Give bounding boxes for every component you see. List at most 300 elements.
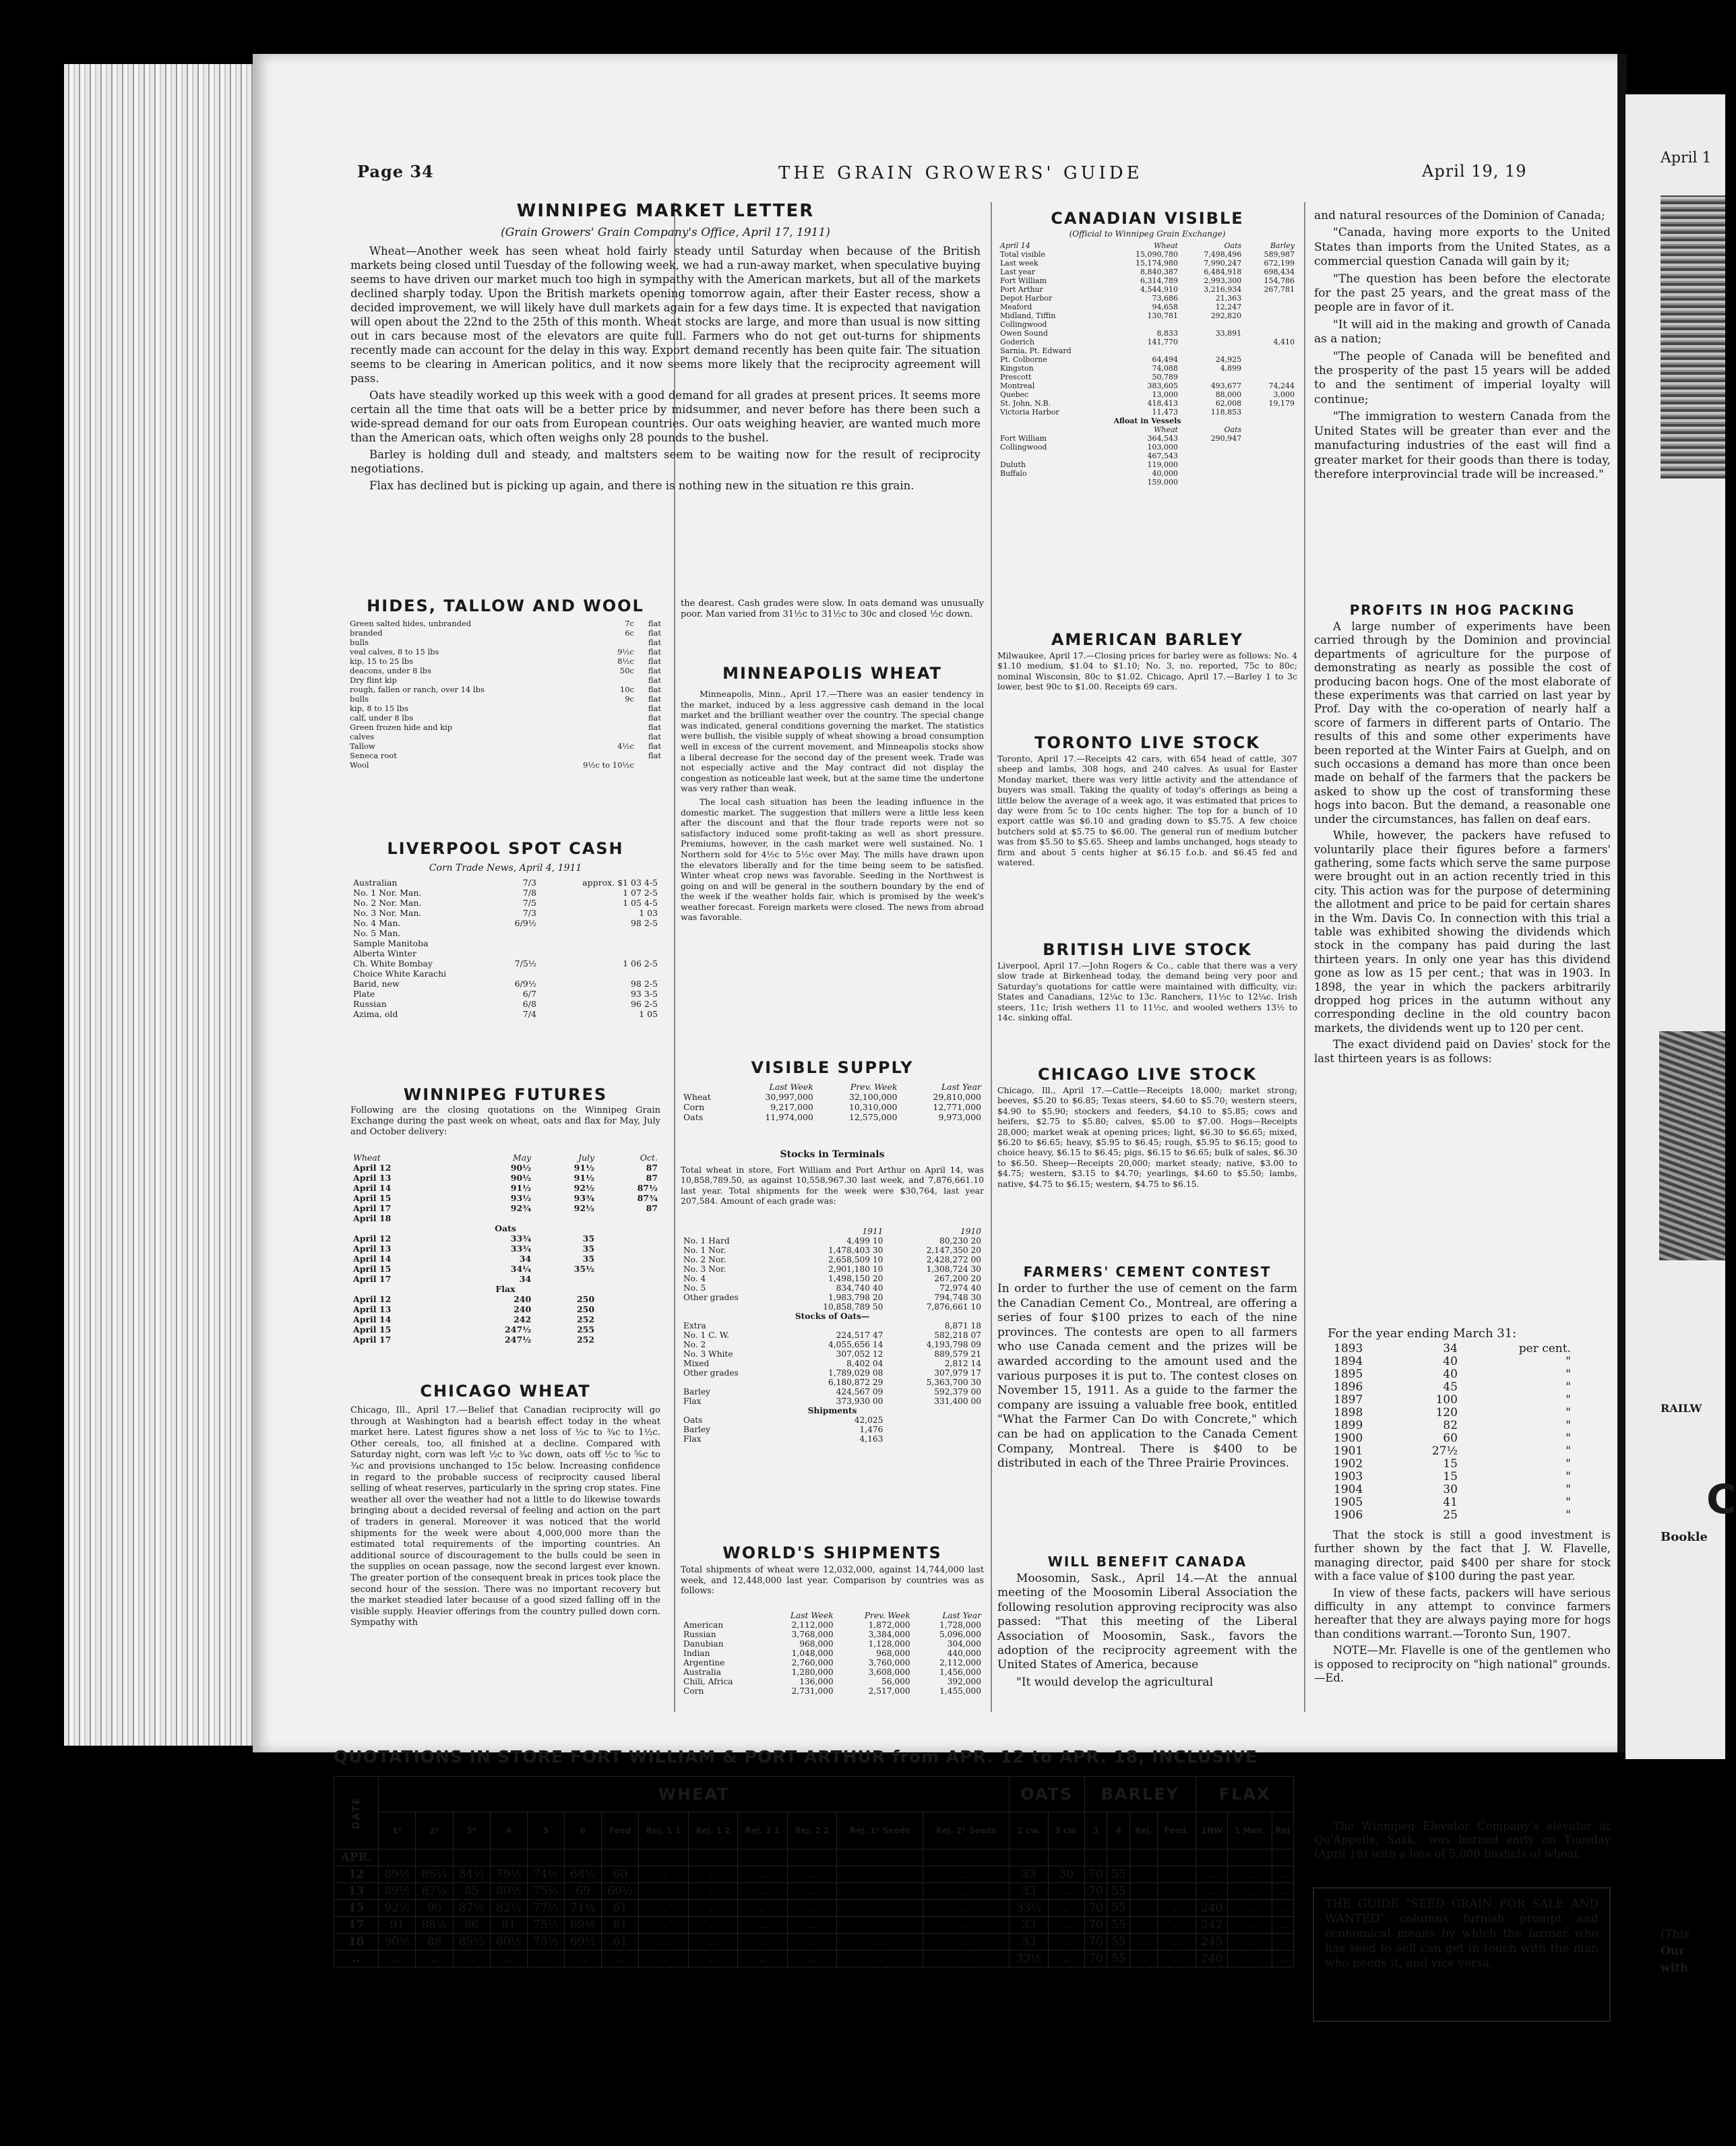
table-row [350, 1009, 660, 1019]
table-cell: 2,658,509 10 [828, 1255, 884, 1264]
table-cell: No. 1 Hard [683, 1236, 730, 1246]
facing-ours: Our [1661, 1944, 1685, 1958]
page-number: Page 34 [357, 162, 434, 181]
table-cell: 60 [602, 1866, 639, 1883]
table-cell: 98 2-5 [630, 979, 658, 989]
table-cell: 91½ [574, 1173, 595, 1183]
table-row [350, 1294, 660, 1304]
table-cell: .. [1157, 1883, 1196, 1900]
table-cell [779, 1321, 886, 1330]
seed-grain-text: THE GUIDE "SEED GRAIN FOR SALE AND WANTED" columns furnish prompt and economical means by which the farmer who has seed to sell can get in touch with the man who needs it, and vice versa. [1325, 1897, 1599, 1970]
table-cell: .. [1272, 1934, 1294, 1951]
table-cell: .. [639, 1866, 688, 1883]
table-cell: 33½ [1009, 1900, 1048, 1917]
table-row [997, 364, 1297, 373]
table-cell [1196, 1849, 1228, 1866]
toronto-body: Toronto, April 17.—Receipts 42 cars, with 654 head of cattle, 307 sheep and lambs, 308 hogs, and 240 calves. As usual for Easter Monday market, there was very little activity and the attendance of buyers was small. Taking the quality of today's offerings as being a little below the average of a week ago, it was estimated that prices to day were from 5c to 10c cents higher. The top for a bunch of 10 export cattle was $6.10 and grading down to $5.75. A few choice butchers sold at $5.75 to $6.00. The general run of medium butcher was from $5.50 to $5.65. Sheep and lambs unchanged, hogs steady to firm and about 5 cents higher at $6.15 f.o.b. and $6.45 fed and watered. [997, 754, 1297, 868]
table-cell: 9½c [617, 647, 634, 656]
table-cell: 70 [1084, 1900, 1107, 1917]
table-cell: 87½ [416, 1883, 453, 1900]
table-cell: 90 [416, 1900, 453, 1917]
table-cell: 4,055,656 14 [828, 1340, 884, 1349]
table-cell: 1906 [1334, 1508, 1363, 1522]
table-cell: 4,899 [1220, 364, 1242, 373]
table-cell: .. [490, 1951, 527, 1967]
paragraph: Flax has declined but is picking up again, and there is nothing new in the situation re this grain. [369, 479, 914, 492]
table-cell: " [1566, 1444, 1571, 1458]
table-cell: No. 5 Man. [353, 928, 401, 938]
table-cell: 82 [1443, 1419, 1458, 1432]
table-cell: 103,000 [1147, 443, 1178, 452]
table-row [681, 1387, 984, 1397]
paragraph: Wheat—Another week has seen wheat hold fairly steady until Saturday when because of the British markets being closed until Tuesday of the following week, we had a run-away market, when speculative buying seems to have driven our market much too high in sympathy with the American markets, but all of the markets declined sharply today. Upon the British markets opening tomorrow again, after their Easter recess, show a decided improvement, we will likely have dull markets again for a few days time. It is expected that navigation will open about the 22nd to the 25th of this month. Wheat stocks are large, and more than usual is now sitting out in cars because most of the elevators are quite full. Farmers who do not get out-turns for shipments recently made can account for the delay in this way. Export demand recently has been quite fair. The situation seems to be clearing in American politics, and it now seems more likely that the reciprocity agreement will pass. [350, 245, 981, 385]
table-cell: 589,987 [1264, 250, 1295, 259]
table-cell: 1898 [1334, 1406, 1363, 1419]
table-row [350, 1203, 660, 1213]
facing-bookle: Bookle [1661, 1530, 1708, 1544]
table-cell: No. 1 Nor. [683, 1246, 726, 1255]
table-cell: St. John, N.B. [1000, 399, 1051, 408]
futures-table [350, 1153, 660, 1345]
elevator-fire-note [1314, 1820, 1611, 1864]
table-cell: 33½ [1009, 1951, 1048, 1967]
table-cell: 85½ [453, 1934, 490, 1951]
table-row [347, 723, 664, 732]
table-cell [553, 751, 637, 760]
table-cell: .. [1130, 1883, 1158, 1900]
table-cell: branded [350, 628, 383, 638]
table-cell: 75½ [527, 1917, 564, 1934]
benefit-body [997, 1572, 1297, 1692]
table-cell: 364,543 [1147, 434, 1178, 443]
table-cell: 90½ [510, 1173, 532, 1183]
table-cell: .. [923, 1900, 1010, 1917]
table-cell: flat [648, 638, 661, 647]
column-header: Oats [1224, 241, 1242, 250]
table-cell: bulls [350, 638, 369, 647]
table-cell [1244, 373, 1297, 381]
table-cell [1244, 346, 1297, 355]
hides-title: HIDES, TALLOW AND WOOL [367, 596, 644, 615]
table-cell: .. [379, 1951, 416, 1967]
group-header: FLAX [1196, 1777, 1294, 1812]
table-row [681, 1686, 984, 1696]
column-header: May [512, 1153, 532, 1163]
table-row [334, 1934, 1294, 1951]
table-cell: No. 2 Nor. [683, 1255, 726, 1264]
table-row [997, 443, 1297, 452]
group-header: WHEAT [379, 1777, 1010, 1812]
table-cell: .. [837, 1917, 923, 1934]
column-header [681, 1227, 779, 1236]
table-cell: .. [1130, 1917, 1158, 1934]
table-row [347, 666, 664, 675]
table-cell: calves [350, 732, 375, 741]
table-header-row [334, 1812, 1294, 1849]
table-cell: 64,494 [1152, 355, 1178, 364]
table-cell: 77½ [527, 1900, 564, 1917]
table-cell [1244, 408, 1297, 417]
table-cell: 34¼ [510, 1264, 532, 1274]
table-cell: 6,180,872 29 [828, 1378, 884, 1387]
table-row [997, 390, 1297, 399]
table-row [334, 1951, 1294, 1967]
quotations-title: QUOTATIONS IN STORE FORT WILLIAM & PORT ARTHUR from APR. 12 to APR. 18, INCLUSIVE [334, 1747, 1258, 1767]
table-cell: .. [527, 1951, 564, 1967]
table-cell: Corn [683, 1102, 705, 1112]
table-cell: 255 [576, 1324, 595, 1335]
paragraph: "It would develop the agricultural [1016, 1675, 1214, 1689]
facing-page-illustration [1661, 195, 1725, 479]
table-cell: 698,434 [1264, 268, 1295, 276]
table-cell: 84½ [453, 1866, 490, 1883]
column-header: Rej. 1 1 [639, 1812, 688, 1849]
table-row [350, 1314, 660, 1324]
table-cell: Australian [353, 878, 398, 888]
table-row [350, 1254, 660, 1264]
table-cell: .. [837, 1951, 923, 1967]
table-cell [1107, 1849, 1130, 1866]
table-cell: 45 [1443, 1380, 1458, 1394]
table-cell: .. [1130, 1900, 1158, 1917]
table-row [350, 888, 660, 898]
column-header [997, 425, 1110, 434]
table-cell [416, 1849, 453, 1866]
table-cell: 42,025 [854, 1415, 884, 1425]
table-cell: 19,179 [1268, 399, 1295, 408]
table-cell: 91 [379, 1917, 416, 1934]
table-cell: 794,748 30 [934, 1293, 981, 1302]
table-row [347, 751, 664, 760]
table-cell: 1895 [1334, 1368, 1363, 1381]
american-barley-title: AMERICAN BARLEY [1051, 630, 1244, 649]
table-row [681, 1102, 984, 1112]
column-header: 1 Man. [1228, 1812, 1272, 1849]
column-header: Last Week [790, 1611, 834, 1620]
table-row [1331, 1458, 1574, 1471]
table-row [997, 276, 1297, 285]
table-cell: No. 3 Nor. [683, 1264, 726, 1274]
table-row [681, 1359, 984, 1368]
table-row [681, 1255, 984, 1264]
table-cell [787, 1849, 836, 1866]
table-cell: 7,990,247 [1204, 259, 1242, 268]
table-cell: Wool [350, 760, 369, 770]
table-cell: .. [787, 1866, 836, 1883]
table-row [997, 338, 1297, 346]
table-cell: " [1566, 1355, 1571, 1368]
table-cell: Total visible [1000, 250, 1046, 259]
table-header-row [334, 1777, 1294, 1812]
table-cell: 69½ [565, 1934, 602, 1951]
table-cell: 1903 [1334, 1470, 1363, 1483]
table-cell: 834,740 40 [836, 1283, 884, 1293]
benefit-continued [1314, 209, 1611, 485]
table-cell: 1,498,150 20 [828, 1274, 884, 1283]
table-row [350, 1183, 660, 1193]
table-cell: .. [416, 1951, 453, 1967]
table-row [1331, 1381, 1574, 1394]
table-cell: 9,973,000 [938, 1112, 981, 1122]
table-cell: 93½ [510, 1193, 532, 1203]
table-cell: 71½ [565, 1900, 602, 1917]
table-cell: " [1566, 1380, 1571, 1394]
table-cell: Sample Manitoba [353, 938, 429, 948]
table-cell: 40 [1443, 1355, 1458, 1368]
table-cell: 1 03 [639, 908, 658, 918]
table-cell: 33 [1009, 1866, 1048, 1883]
table-cell [681, 1378, 779, 1387]
table-cell [1181, 452, 1244, 460]
column-header: Feed [602, 1812, 639, 1849]
table-row [350, 938, 660, 948]
table-row [350, 1213, 660, 1223]
table-row [681, 1667, 984, 1677]
table-row [350, 898, 660, 908]
column-header [681, 1082, 732, 1092]
table-cell: Green frozen hide and kip [350, 723, 453, 732]
table-cell: 29,810,000 [933, 1092, 981, 1102]
table-cell: 6,314,789 [1140, 276, 1178, 285]
table-cell: " [1566, 1508, 1571, 1522]
group-header: BARLEY [1084, 1777, 1196, 1812]
table-cell: Pt. Colborne [1000, 355, 1047, 364]
table-cell: No. 4 [683, 1274, 706, 1283]
table-row [1331, 1355, 1574, 1368]
table-cell: .. [837, 1934, 923, 1951]
table-cell: 252 [576, 1335, 595, 1345]
table-row [350, 1264, 660, 1274]
table-cell: No. 5 [683, 1283, 706, 1293]
table-cell: April 17 [353, 1274, 392, 1284]
table-row [1331, 1471, 1574, 1483]
table-cell: .. [923, 1866, 1010, 1883]
table-cell: 1897 [1334, 1393, 1363, 1407]
table-cell [498, 948, 538, 958]
table-cell: April 13 [353, 1244, 392, 1254]
table-cell [1181, 469, 1244, 478]
table-cell: .. [1157, 1951, 1196, 1967]
table-cell [597, 1324, 660, 1335]
table-cell: 582,218 07 [934, 1330, 981, 1340]
table-cell: 81 [490, 1917, 527, 1934]
table-cell: No. 3 Nor. Man. [353, 908, 422, 918]
table-cell: .. [1157, 1917, 1196, 1934]
table-cell [498, 928, 538, 938]
table-cell: 154,786 [1264, 276, 1295, 285]
table-row [334, 1849, 1294, 1866]
table-row [347, 741, 664, 751]
paragraph: "The immigration to western Canada from the United States will be greater than ever and the manufacturing industries of the east will find a greater market for their goods than there is today, therefore interprovincial trade will be increased." [1314, 410, 1611, 481]
table-cell: 72,974 40 [939, 1283, 981, 1293]
table-cell: 15 [1443, 1470, 1458, 1483]
table-cell [597, 1274, 660, 1284]
group-header: OATS [1009, 1777, 1084, 1812]
column-header: Rej. 2* Seeds [923, 1812, 1010, 1849]
table-cell: 4½c [617, 741, 634, 751]
table-cell: 247½ [505, 1335, 532, 1345]
table-cell: Fort William [1000, 276, 1047, 285]
table-cell: 94,658 [1152, 303, 1178, 311]
table-cell: Midland, Tiffin [1000, 311, 1056, 320]
table-cell [1084, 1849, 1107, 1866]
table-cell: 889,579 21 [934, 1349, 981, 1359]
table-row [347, 647, 664, 656]
table-row [681, 1092, 984, 1102]
table-cell: Choice White Karachi [353, 969, 447, 979]
table-cell: flat [648, 647, 661, 656]
table-row [997, 320, 1297, 329]
table-cell: 424,567 09 [836, 1387, 884, 1397]
table-row [347, 704, 664, 713]
table-row [347, 656, 664, 666]
table-cell: .. [923, 1917, 1010, 1934]
table-row [681, 1302, 984, 1312]
column-header: 3* [453, 1812, 490, 1849]
column-rule [991, 202, 992, 1712]
table-cell: 383,605 [1147, 381, 1178, 390]
winnipeg-letter-title: WINNIPEG MARKET LETTER [516, 201, 815, 221]
table-subheading [997, 417, 1297, 425]
table-cell: 18 [334, 1934, 379, 1951]
table-cell: 4,410 [1273, 338, 1295, 346]
table-cell [597, 1304, 660, 1314]
table-cell: .. [688, 1951, 737, 1967]
column-header: Barley [1270, 241, 1295, 250]
table-cell: 87½ [637, 1183, 658, 1193]
table-cell: .. [837, 1900, 923, 1917]
table-cell: 70 [1084, 1866, 1107, 1883]
table-row [350, 989, 660, 999]
column-header: Prev. Week [864, 1611, 910, 1620]
column-header: 1NW [1196, 1812, 1228, 1849]
table-cell: No. 1 C. W. [683, 1330, 730, 1340]
subheading: Shipments [807, 1406, 857, 1415]
table-row [350, 958, 660, 969]
table-cell: No. 1 Nor. Man. [353, 888, 422, 898]
table-row [347, 685, 664, 694]
column-header: Rej [1272, 1812, 1294, 1849]
table-cell: 2,812 14 [944, 1359, 981, 1368]
table-cell: 89½ [379, 1883, 416, 1900]
terminals-title: Stocks in Terminals [780, 1149, 885, 1160]
table-cell: 12,575,000 [848, 1112, 898, 1122]
table-cell: Plate [353, 989, 375, 999]
table-row [681, 1415, 984, 1425]
table-row [681, 1425, 984, 1434]
table-cell: 7/4 [522, 1009, 536, 1019]
table-cell [1244, 355, 1297, 364]
table-cell: Duluth [1000, 460, 1026, 469]
column-header: Last Year [941, 1082, 981, 1092]
table-cell: 21,363 [1215, 294, 1242, 303]
paragraph: The Winnipeg Elevator Company's elevator at Qu'Appelle, Sask., was burned early on Tuesday (April 18) with a loss of 5,000 bushels of wheat. [1314, 1820, 1611, 1860]
table-cell: Barid, new [353, 979, 400, 989]
table-cell [688, 1849, 737, 1866]
table-cell [498, 938, 538, 948]
table-cell: 33 [1009, 1934, 1048, 1951]
table-row [681, 1349, 984, 1359]
facing-with: with [1661, 1961, 1689, 1975]
table-cell: .. [787, 1883, 836, 1900]
table-cell: 224,517 47 [836, 1330, 884, 1340]
paragraph: Oats have steadily worked up this week with a good demand for all grades at present prices. It seems more certain all the time that oats will be a better price by midsummer, and never before has there been such a wide-spread demand for our oats from European countries. Our oats weighing heavier, are wanted much more than the American oats, which often weighs only 28 pounds to the bushel. [350, 389, 981, 444]
table-cell: 2,428,272 00 [926, 1255, 981, 1264]
page-date: April 19, 19 [1422, 162, 1527, 181]
paragraph: The local cash situation has been the leading influence in the domestic market. The suggestion that millers were a little less keen after the discount and that the flour trade reports were not so satisfactory induced some profit-taking as well as short pressure. Premiums, however, in the cash market were well sustained. No. 1 Northern sold for 4½c to 5½c over May. The mills have drawn upon the elevators liberally and for the time being seem to be satisfied. Winter wheat crop news was favorable. Seeding in the Northwest is going on and will be general in the southern boundary by the end of the week if the weather holds fair, which is promised by the week's weather forecast. Foreign markets were closed. The news from abroad was favorable. [681, 796, 984, 923]
table-cell: .. [738, 1951, 787, 1967]
table-cell: 35 [582, 1233, 595, 1244]
table-cell: .. [787, 1917, 836, 1934]
table-row [681, 1630, 984, 1639]
table-cell [639, 1849, 688, 1866]
table-cell: 8,871 18 [944, 1321, 981, 1330]
table-cell: .. [1196, 1866, 1228, 1883]
table-cell: 467,543 [1147, 452, 1178, 460]
table-cell: 11,473 [1152, 408, 1178, 417]
paragraph: "The question has been before the electorate for the past 25 years, and the great mass of the people are in favor of it. [1314, 272, 1611, 315]
table-cell: .. [639, 1883, 688, 1900]
table-cell: 88 [416, 1934, 453, 1951]
table-cell: 141,770 [1147, 338, 1178, 346]
british-body: Liverpool, April 17.—John Rogers & Co., cable that there was a very slow trade at Birkenhead today, the demand being very poor and Saturday's quotations for cattle were maintained with difficulty, viz: States and Canadians, 12¼c to 13c. Ranchers, 11½c to 12¼c. Irish steers, 11c; Irish wethers 11 to 11½c, and wooled wethers 13½ to 14c. sinking offal. [997, 960, 1297, 1023]
table-cell [1110, 346, 1181, 355]
table-cell [539, 928, 660, 938]
table-cell: .. [334, 1951, 379, 1967]
table-cell [1181, 373, 1244, 381]
table-cell: 8,402 04 [846, 1359, 884, 1368]
table-cell: 1,455,000 [939, 1686, 981, 1696]
table-cell: .. [639, 1917, 688, 1934]
table-cell: April 13 [353, 1304, 392, 1314]
table-cell: 1893 [1334, 1342, 1363, 1355]
table-row [997, 250, 1297, 259]
table-cell: 75½ [527, 1883, 564, 1900]
seed-grain-box [1313, 1887, 1611, 2022]
table-cell: 30 [1049, 1866, 1084, 1883]
table-cell: 1,789,029 08 [828, 1368, 884, 1378]
table-cell: 968,000 [799, 1639, 834, 1649]
table-cell: April 15 [353, 1193, 392, 1203]
table-cell: American [683, 1620, 724, 1630]
table-cell: Kingston [1000, 364, 1034, 373]
table-row [681, 1434, 984, 1444]
table-cell: .. [738, 1917, 787, 1934]
table-cell: 79½ [490, 1866, 527, 1883]
table-cell: .. [1272, 1951, 1294, 1967]
table-cell: 10c [619, 685, 634, 694]
table-cell: 3,608,000 [868, 1667, 910, 1677]
subheading: Oats [495, 1223, 516, 1233]
table-cell: 8,833 [1156, 329, 1178, 338]
table-row [681, 1368, 984, 1378]
table-row [681, 1321, 984, 1330]
paragraph: "It will aid in the making and growth of Canada as a nation; [1314, 317, 1611, 346]
table-cell: 33,891 [1215, 329, 1242, 338]
table-cell: 69 [565, 1883, 602, 1900]
cement-title: FARMERS' CEMENT CONTEST [1023, 1264, 1272, 1280]
visible-supply-title: VISIBLE SUPPLY [751, 1058, 914, 1077]
table-row [334, 1866, 1294, 1883]
table-cell: 6,484,918 [1204, 268, 1242, 276]
table-cell: .. [923, 1883, 1010, 1900]
table-cell: 70 [1084, 1883, 1107, 1900]
table-cell: .. [688, 1900, 737, 1917]
table-cell: No. 2 [683, 1340, 706, 1349]
table-cell: 2,112,000 [791, 1620, 834, 1630]
table-cell: 136,000 [799, 1677, 834, 1686]
table-cell: 1899 [1334, 1419, 1363, 1432]
